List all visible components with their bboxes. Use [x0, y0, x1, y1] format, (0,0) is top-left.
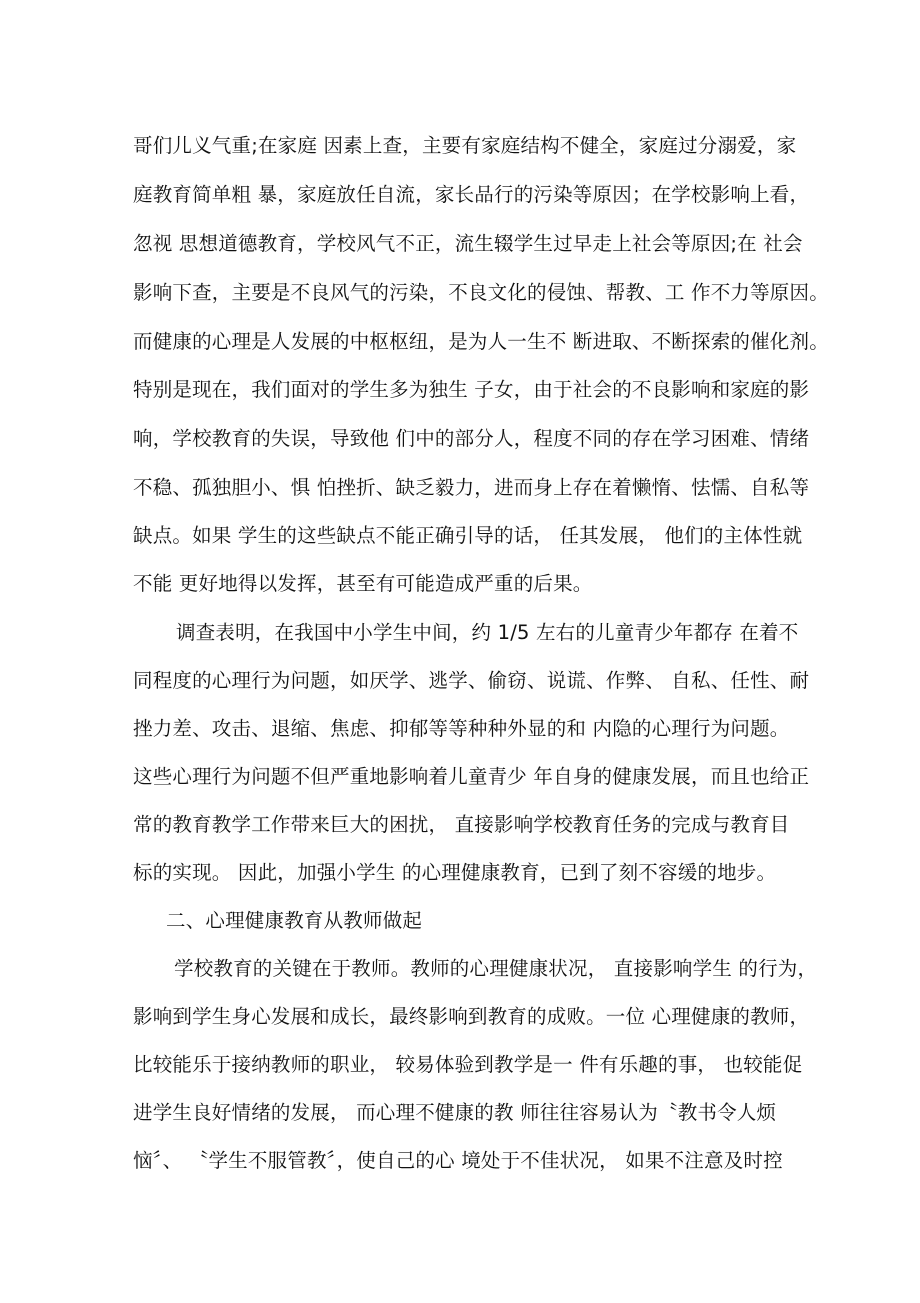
text-line: 哥们儿义气重;在家庭 因素上查，主要有家庭结构不健全，家庭过分溺爱，家: [133, 134, 797, 157]
text-line: 响，学校教育的失误，导致他 们中的部分人，程度不同的存在学习困难、情绪: [133, 427, 810, 450]
text-line: 标的实现。 因此，加强小学生 的心理健康教育，已到了刻不容缓的地步。: [133, 861, 777, 884]
text-line: 比较能乐于接纳教师的职业， 较易体验到教学是一 件有乐趣的事， 也较能促: [133, 1053, 803, 1076]
text-line: 不能 更好地得以发挥，甚至有可能造成严重的后果。: [133, 572, 593, 595]
text-line: 学校教育的关键在于教师。教师的心理健康状况， 直接影响学生 的行为，: [174, 957, 818, 980]
text-line: 缺点。如果 学生的这些缺点不能正确引导的话， 任其发展， 他们的主体性就: [133, 524, 803, 547]
text-line: 而健康的心理是人发展的中枢枢纽，是为人一生不 断进取、不断探索的催化剂。: [133, 330, 829, 353]
heading-text: 二、心理健康教育从教师做起: [166, 909, 423, 932]
text-line: 影响下查，主要是不良风气的污染，不良文化的侵蚀、帮教、工 作不力等原因。: [133, 281, 829, 304]
text-line: 进学生良好情绪的发展， 而心理不健康的教 师往往容易认为〝教书令人烦: [133, 1101, 777, 1124]
text-line: 同程度的心理行为问题，如厌学、逃学、偷窃、说谎、作弊、 自私、任性、耐: [133, 669, 810, 692]
text-line: 挫力差、攻击、退缩、焦虑、抑郁等等种种外显的和 内隐的心理行为问题。: [133, 717, 790, 740]
text-line: 常的教育教学工作带来巨大的困扰， 直接影响学校教育任务的完成与教育目: [133, 813, 790, 836]
text-line: 庭教育简单粗 暴，家庭放任自流，家长品行的污染等原因；在学校影响上看，: [133, 183, 810, 206]
text-line: 恼〞、 〝学生不服管教〞，使自己的心 境处于不佳状况， 如果不注意及时控: [133, 1149, 783, 1172]
text-line: 忽视 思想道德教育，学校风气不正，流生辍学生过早走上社会等原因;在 社会: [133, 232, 803, 255]
text-line: 特别是现在，我们面对的学生多为独生 子女，由于社会的不良影响和家庭的影: [133, 378, 810, 401]
text-line: 不稳、孤独胆小、惧 怕挫折、缺乏毅力，进而身上存在着懒惰、怯懦、自私等: [133, 476, 810, 499]
text-line: 调查表明，在我国中小学生中间，约 1/5 左右的儿童青少年都存 在着不: [176, 621, 799, 644]
text-line: 这些心理行为问题不但严重地影响着儿童青少 年自身的健康发展，而且也给正: [133, 765, 810, 788]
text-line: 影响到学生身心发展和成长，最终影响到教育的成败。一位 心理健康的教师，: [133, 1005, 810, 1028]
